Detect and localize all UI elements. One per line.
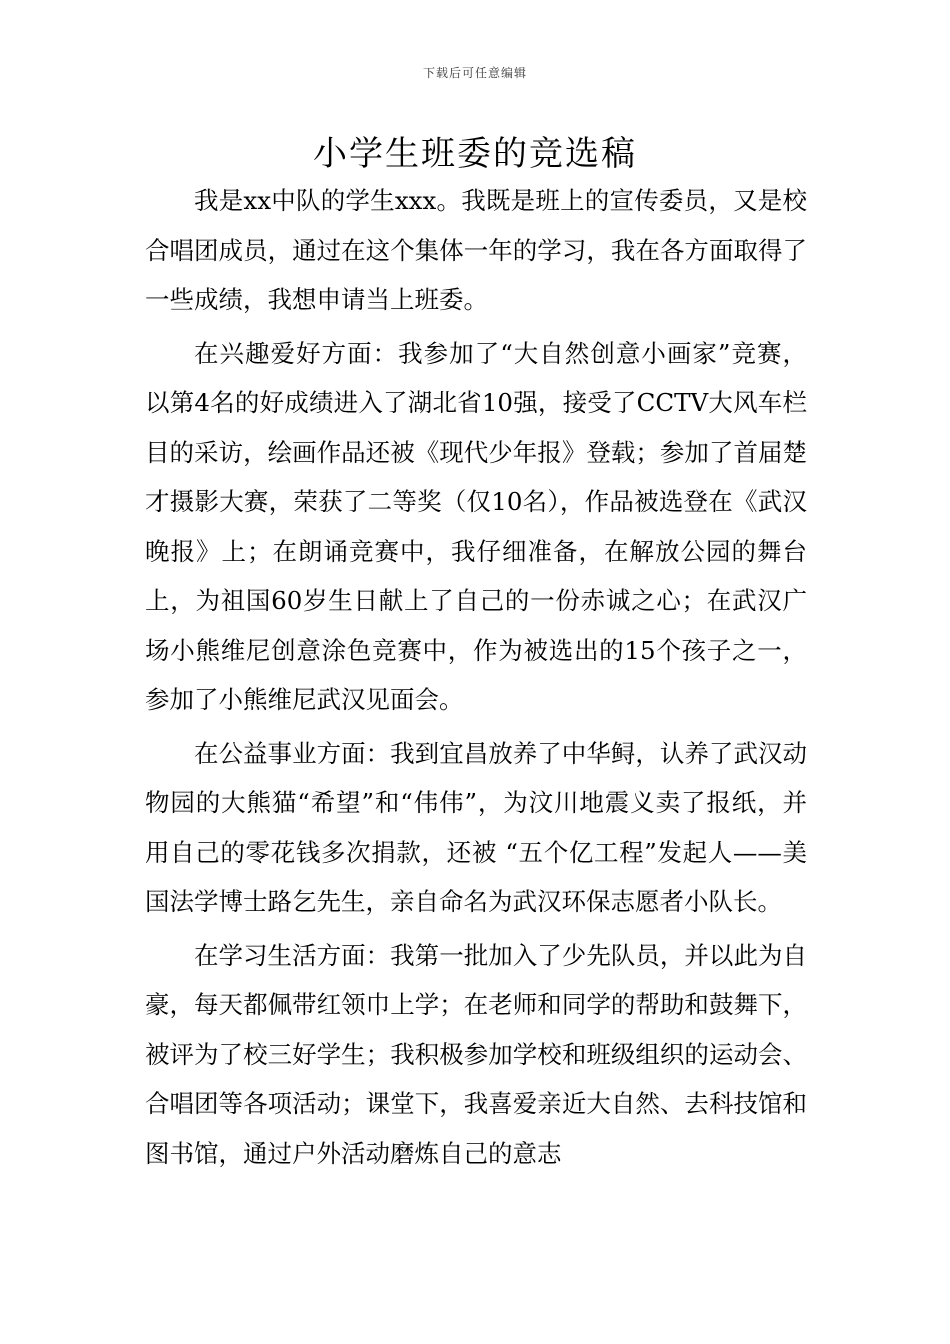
- paragraph-study-life: 在学习生活方面：我第一批加入了少先队员，并以此为自豪，每天都佩带红领巾上学；在老师和同学的帮助和鼓舞下，被评为了校三好学生；我积极参加学校和班级组织的运动会、合唱团等各项活动；课堂下，我喜爱亲近大自然、去科技馆和图书馆，通过户外活动磨炼自己的意志: [145, 940, 807, 1168]
- paragraph-charity: 在公益事业方面：我到宜昌放养了中华鲟，认养了武汉动物园的大熊猫“希望”和“伟伟”，为汶川地震义卖了报纸，并用自己的零花钱多次捐款，还被 “五个亿工程”发起人——美国法学博士路乞先生，亲自命名为武汉环保志愿者小队长。: [145, 738, 807, 916]
- document-title: 小学生班委的竞选稿: [313, 134, 637, 174]
- paragraph-hobbies: 在兴趣爱好方面：我参加了“大自然创意小画家”竞赛，以第4名的好成绩进入了湖北省10强，接受了CCTV大风车栏目的采访，绘画作品还被《现代少年报》登载；参加了首届楚才摄影大赛，荣获了二等奖（仅10名），作品被选登在《武汉晚报》上；在朗诵竞赛中，我仔细准备，在解放公园的舞台上，为祖国60岁生日献上了自己的一份赤诚之心；在武汉广场小熊维尼创意涂色竞赛中，作为被选出的15个孩子之一，参加了小熊维尼武汉见面会。: [145, 338, 807, 714]
- document-body: [145, 176, 807, 1178]
- header-note: 下载后可任意编辑: [422, 66, 527, 80]
- paragraph-intro: 我是xx中队的学生xxx。我既是班上的宣传委员，又是校合唱团成员，通过在这个集体一年的学习，我在各方面取得了一些成绩，我想申请当上班委。: [145, 186, 807, 314]
